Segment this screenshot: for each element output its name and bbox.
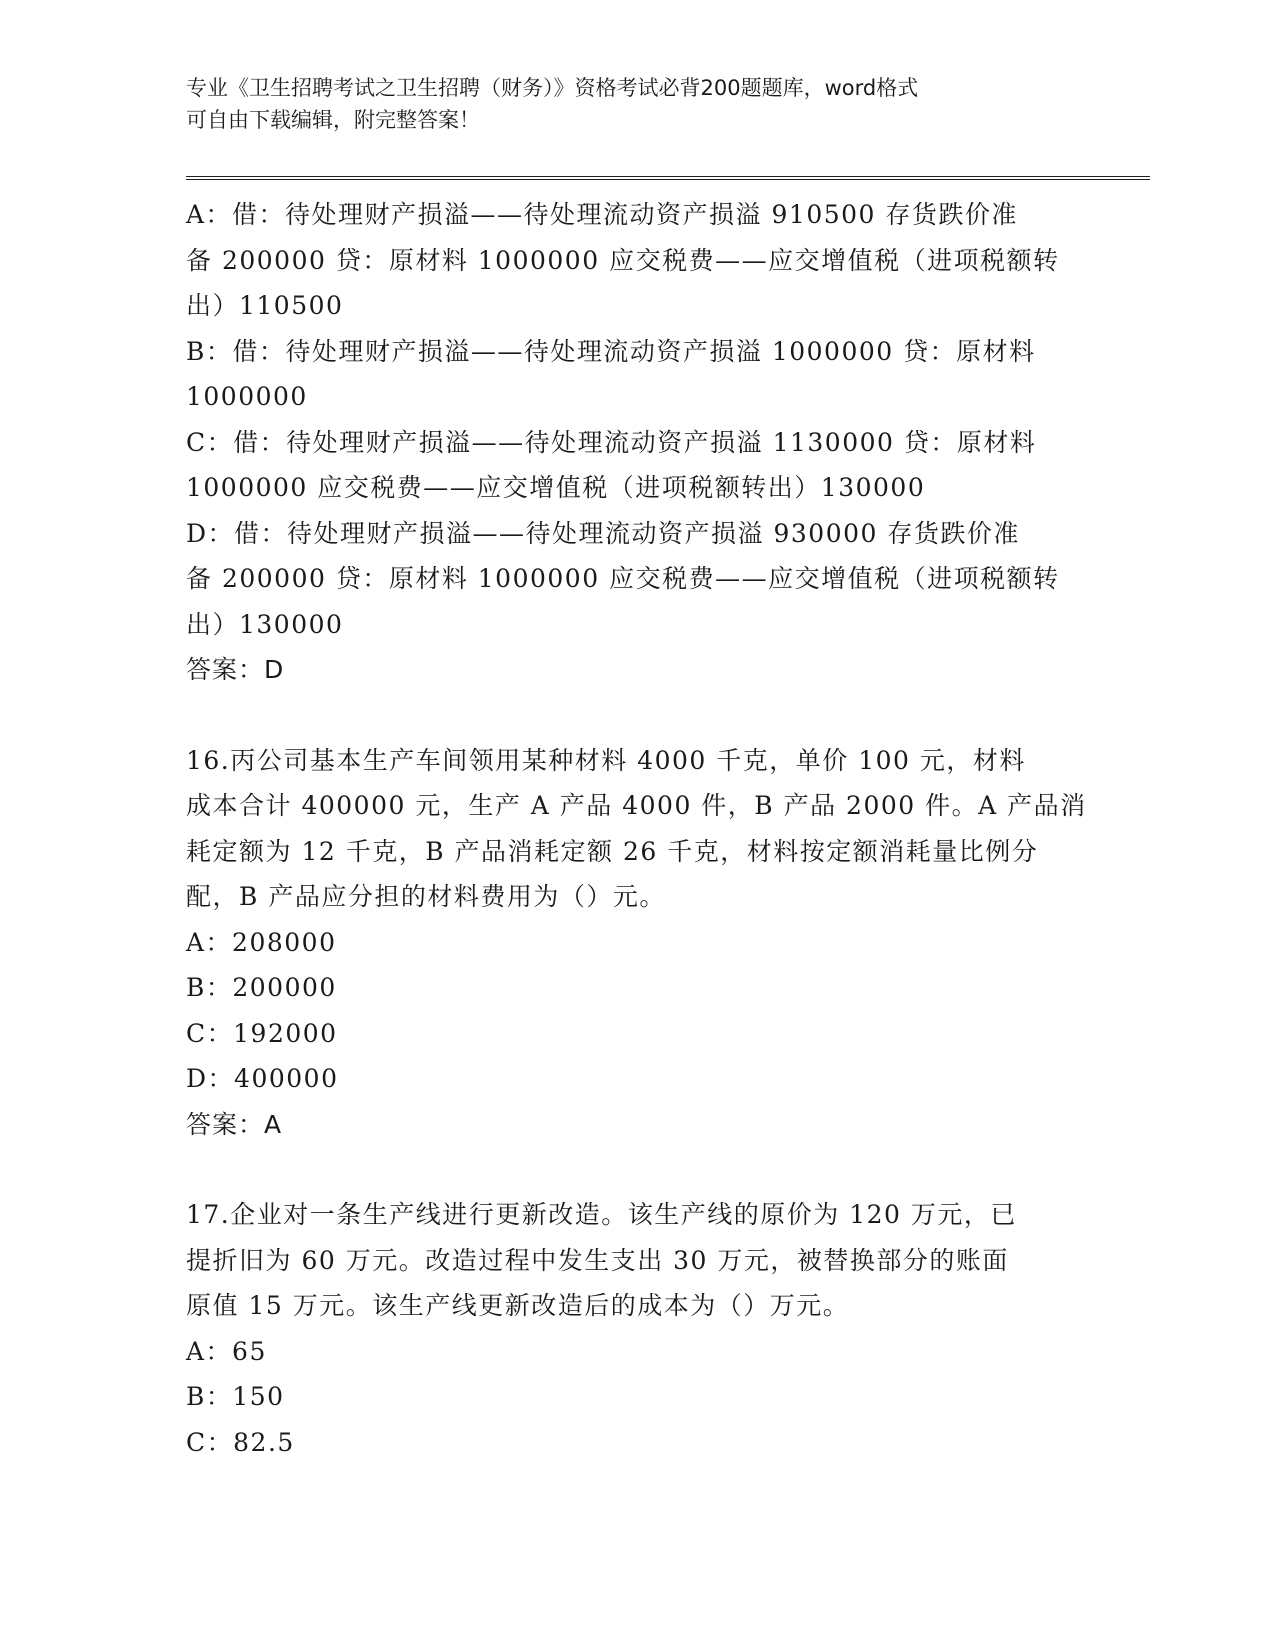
question-17 (186, 1192, 1086, 1465)
q15-option-d-line-2: 备 200000 贷：原材料 1000000 应交税费——应交增值税（进项税额转 (186, 564, 1060, 593)
q15-option-b (186, 329, 1086, 420)
document-body (186, 192, 1086, 1465)
q16-stem-line-4: 配，B 产品应分担的材料费用为（）元。 (186, 882, 666, 911)
q15-option-b-line-2: 1000000 (186, 382, 308, 411)
q16-stem (186, 738, 1086, 920)
q15-option-a-line-2: 备 200000 贷：原材料 1000000 应交税费——应交增值税（进项税额转 (186, 245, 1060, 275)
q15-option-c-line-2: 1000000 应交税费——应交增值税（进项税额转出）130000 (186, 473, 926, 502)
q17-stem (186, 1192, 1086, 1329)
q16-option-d: D：400000 (186, 1064, 339, 1093)
q17-stem-line-3: 原值 15 万元。该生产线更新改造后的成本为（）万元。 (186, 1291, 850, 1320)
q15-option-d-line-1: D：借：待处理财产损溢——待处理流动资产损溢 930000 存货跌价准 (186, 518, 1020, 548)
q15-option-a (186, 192, 1086, 329)
q15-option-d-line-3: 出）130000 (186, 609, 344, 639)
header-divider (186, 176, 1150, 180)
q15-option-b-line-1: B：借：待处理财产损溢——待处理流动资产损溢 1000000 贷：原材料 (186, 336, 1036, 366)
q15-option-a-line-3: 出）110500 (186, 291, 344, 320)
q16-option-a: A：208000 (186, 927, 337, 957)
q15-answer: 答案：D (186, 655, 285, 684)
q17-option-b: B：150 (186, 1382, 285, 1411)
q17-option-a: A：65 (186, 1336, 267, 1366)
q15-option-c (186, 420, 1086, 511)
q15-option-c-line-1: C：借：待处理财产损溢——待处理流动资产损溢 1130000 贷：原材料 (186, 427, 1037, 457)
q17-option-c: C：82.5 (186, 1427, 295, 1457)
q16-option-b: B：200000 (186, 973, 337, 1002)
q16-stem-line-1: 16.丙公司基本生产车间领用某种材料 4000 千克，单价 100 元，材料 (186, 745, 1026, 775)
q17-stem-line-2: 提折旧为 60 万元。改造过程中发生支出 30 万元，被替换部分的账面 (186, 1245, 1009, 1275)
document-header (186, 72, 1066, 136)
spacer (186, 1147, 1086, 1192)
question-15 (186, 192, 1086, 693)
q15-option-a-line-1: A：借：待处理财产损溢——待处理流动资产损溢 910500 存货跌价准 (186, 200, 1018, 229)
q16-stem-line-3: 耗定额为 12 千克，B 产品消耗定额 26 千克，材料按定额消耗量比例分 (186, 836, 1039, 866)
q16-answer: 答案：A (186, 1109, 283, 1139)
spacer (186, 693, 1086, 738)
q16-stem-line-2: 成本合计 400000 元，生产 A 产品 4000 件，B 产品 2000 件。A 产品消 (186, 791, 1087, 820)
header-title-line-1: 专业《卫生招聘考试之卫生招聘（财务）》资格考试必背200题题库，word格式 (186, 76, 919, 100)
q16-option-c: C：192000 (186, 1018, 338, 1048)
question-16 (186, 738, 1086, 1148)
q15-option-d (186, 511, 1086, 648)
header-title-line-2: 可自由下载编辑，附完整答案！ (186, 108, 480, 132)
q17-stem-line-1: 17.企业对一条生产线进行更新改造。该生产线的原价为 120 万元，已 (186, 1200, 1017, 1229)
